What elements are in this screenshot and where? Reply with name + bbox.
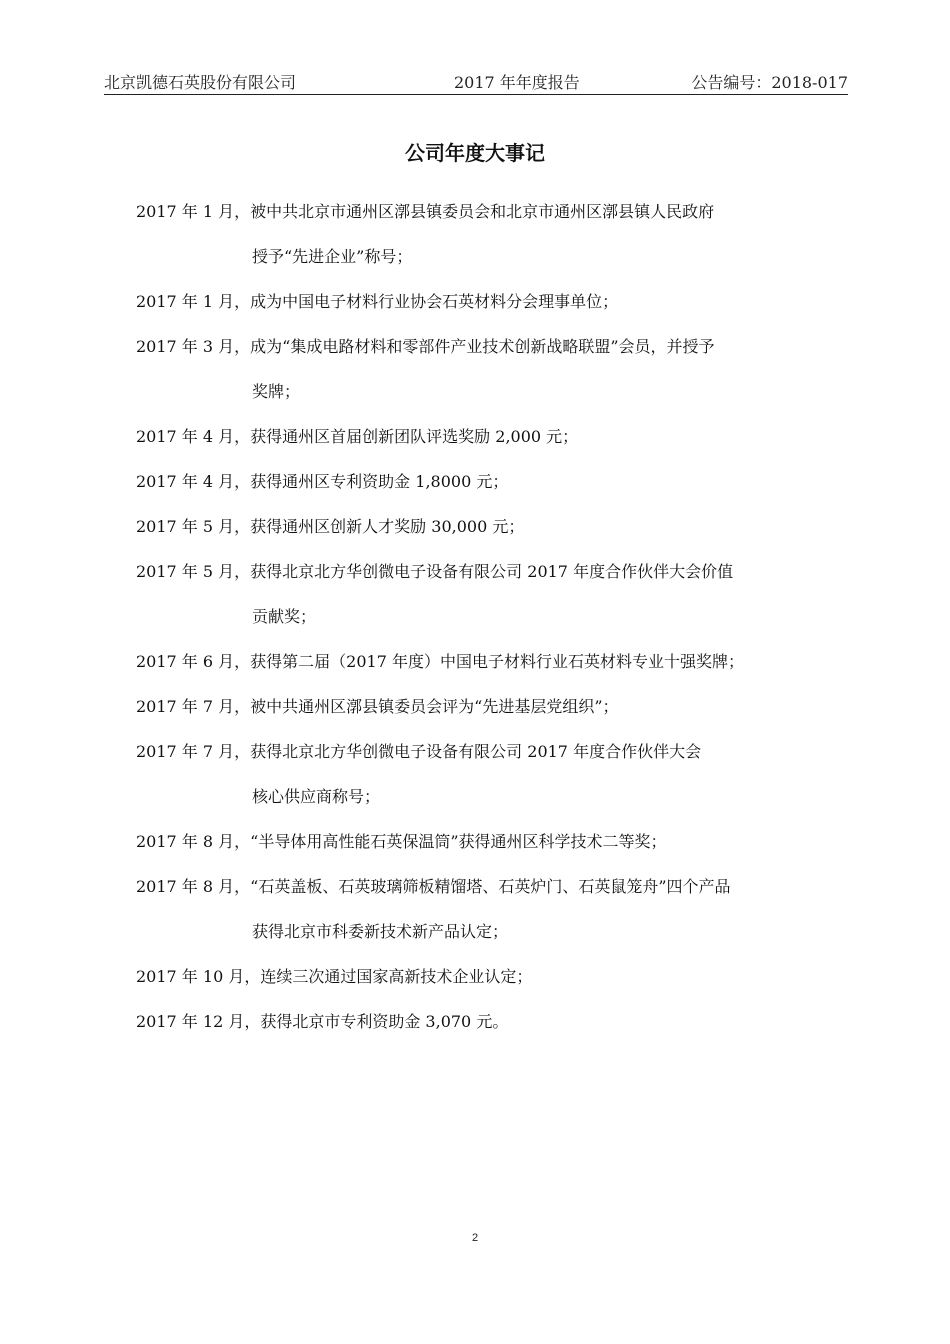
event-date: 2017 年 10 月， [136,967,261,986]
event-item [136,426,856,448]
page-number: 2 [471,1232,479,1244]
event-date: 2017 年 4 月， [136,472,251,491]
header-company-name: 北京凯德石英股份有限公司 [104,73,297,92]
event-item [136,741,856,808]
event-item [136,651,856,673]
event-item [136,291,856,313]
event-text: 获得通州区专利资助金 1,8000 元； [250,472,509,491]
event-date: 2017 年 7 月， [136,697,251,716]
event-text: 获得北京北方华创微电子设备有限公司 2017 年度合作伙伴大会 [250,742,702,761]
event-item [136,966,856,988]
event-text: 被中共北京市通州区漷县镇委员会和北京市通州区漷县镇人民政府 [250,202,715,221]
event-text-continued: 贡献奖； [252,607,317,626]
event-date: 2017 年 3 月， [136,337,251,356]
event-date: 2017 年 1 月， [136,292,251,311]
event-item [136,561,856,628]
event-item [136,1011,856,1033]
event-text-continued: 奖牌； [252,382,301,401]
event-date: 2017 年 5 月， [136,517,251,536]
event-text: 获得通州区首届创新团队评选奖励 2,000 元； [250,427,579,446]
event-item [136,201,856,268]
page-header [104,68,848,94]
header-divider [104,94,848,95]
event-date: 2017 年 1 月， [136,202,251,221]
event-date: 2017 年 7 月， [136,742,251,761]
event-text: 获得北京北方华创微电子设备有限公司 2017 年度合作伙伴大会价值 [250,562,734,581]
event-text-continued: 授予“先进企业”称号； [252,247,413,266]
event-text: “石英盖板、石英玻璃筛板精馏塔、石英炉门、石英鼠笼舟”四个产品 [250,877,731,896]
event-date: 2017 年 6 月， [136,652,251,671]
event-item [136,336,856,403]
event-item [136,471,856,493]
header-report-title: 2017 年年度报告 [454,73,580,92]
event-item [136,831,856,853]
event-text: 被中共通州区漷县镇委员会评为“先进基层党组织”； [250,697,619,716]
event-text: “半导体用高性能石英保温筒”获得通州区科学技术二等奖； [250,832,667,851]
event-item [136,696,856,718]
event-date: 2017 年 12 月， [136,1012,261,1031]
event-text: 成为“集成电路材料和零部件产业技术创新战略联盟”会员，并授予 [250,337,715,356]
event-text: 获得北京市专利资助金 3,070 元。 [260,1012,509,1031]
event-text-continued: 核心供应商称号； [252,787,381,806]
event-item [136,876,856,943]
event-text: 成为中国电子材料行业协会石英材料分会理事单位； [250,292,619,311]
event-date: 2017 年 5 月， [136,562,251,581]
event-date: 2017 年 8 月， [136,877,251,896]
event-text: 获得通州区创新人才奖励 30,000 元； [250,517,525,536]
events-list [136,201,856,1056]
event-text: 获得第二届（2017 年度）中国电子材料行业石英材料专业十强奖牌； [250,652,744,671]
event-date: 2017 年 4 月， [136,427,251,446]
event-text-continued: 获得北京市科委新技术新产品认定； [252,922,509,941]
event-item [136,516,856,538]
event-text: 连续三次通过国家高新技术企业认定； [260,967,533,986]
document-title: 公司年度大事记 [405,141,545,165]
header-notice-number: 公告编号：2018-017 [691,73,848,92]
event-date: 2017 年 8 月， [136,832,251,851]
